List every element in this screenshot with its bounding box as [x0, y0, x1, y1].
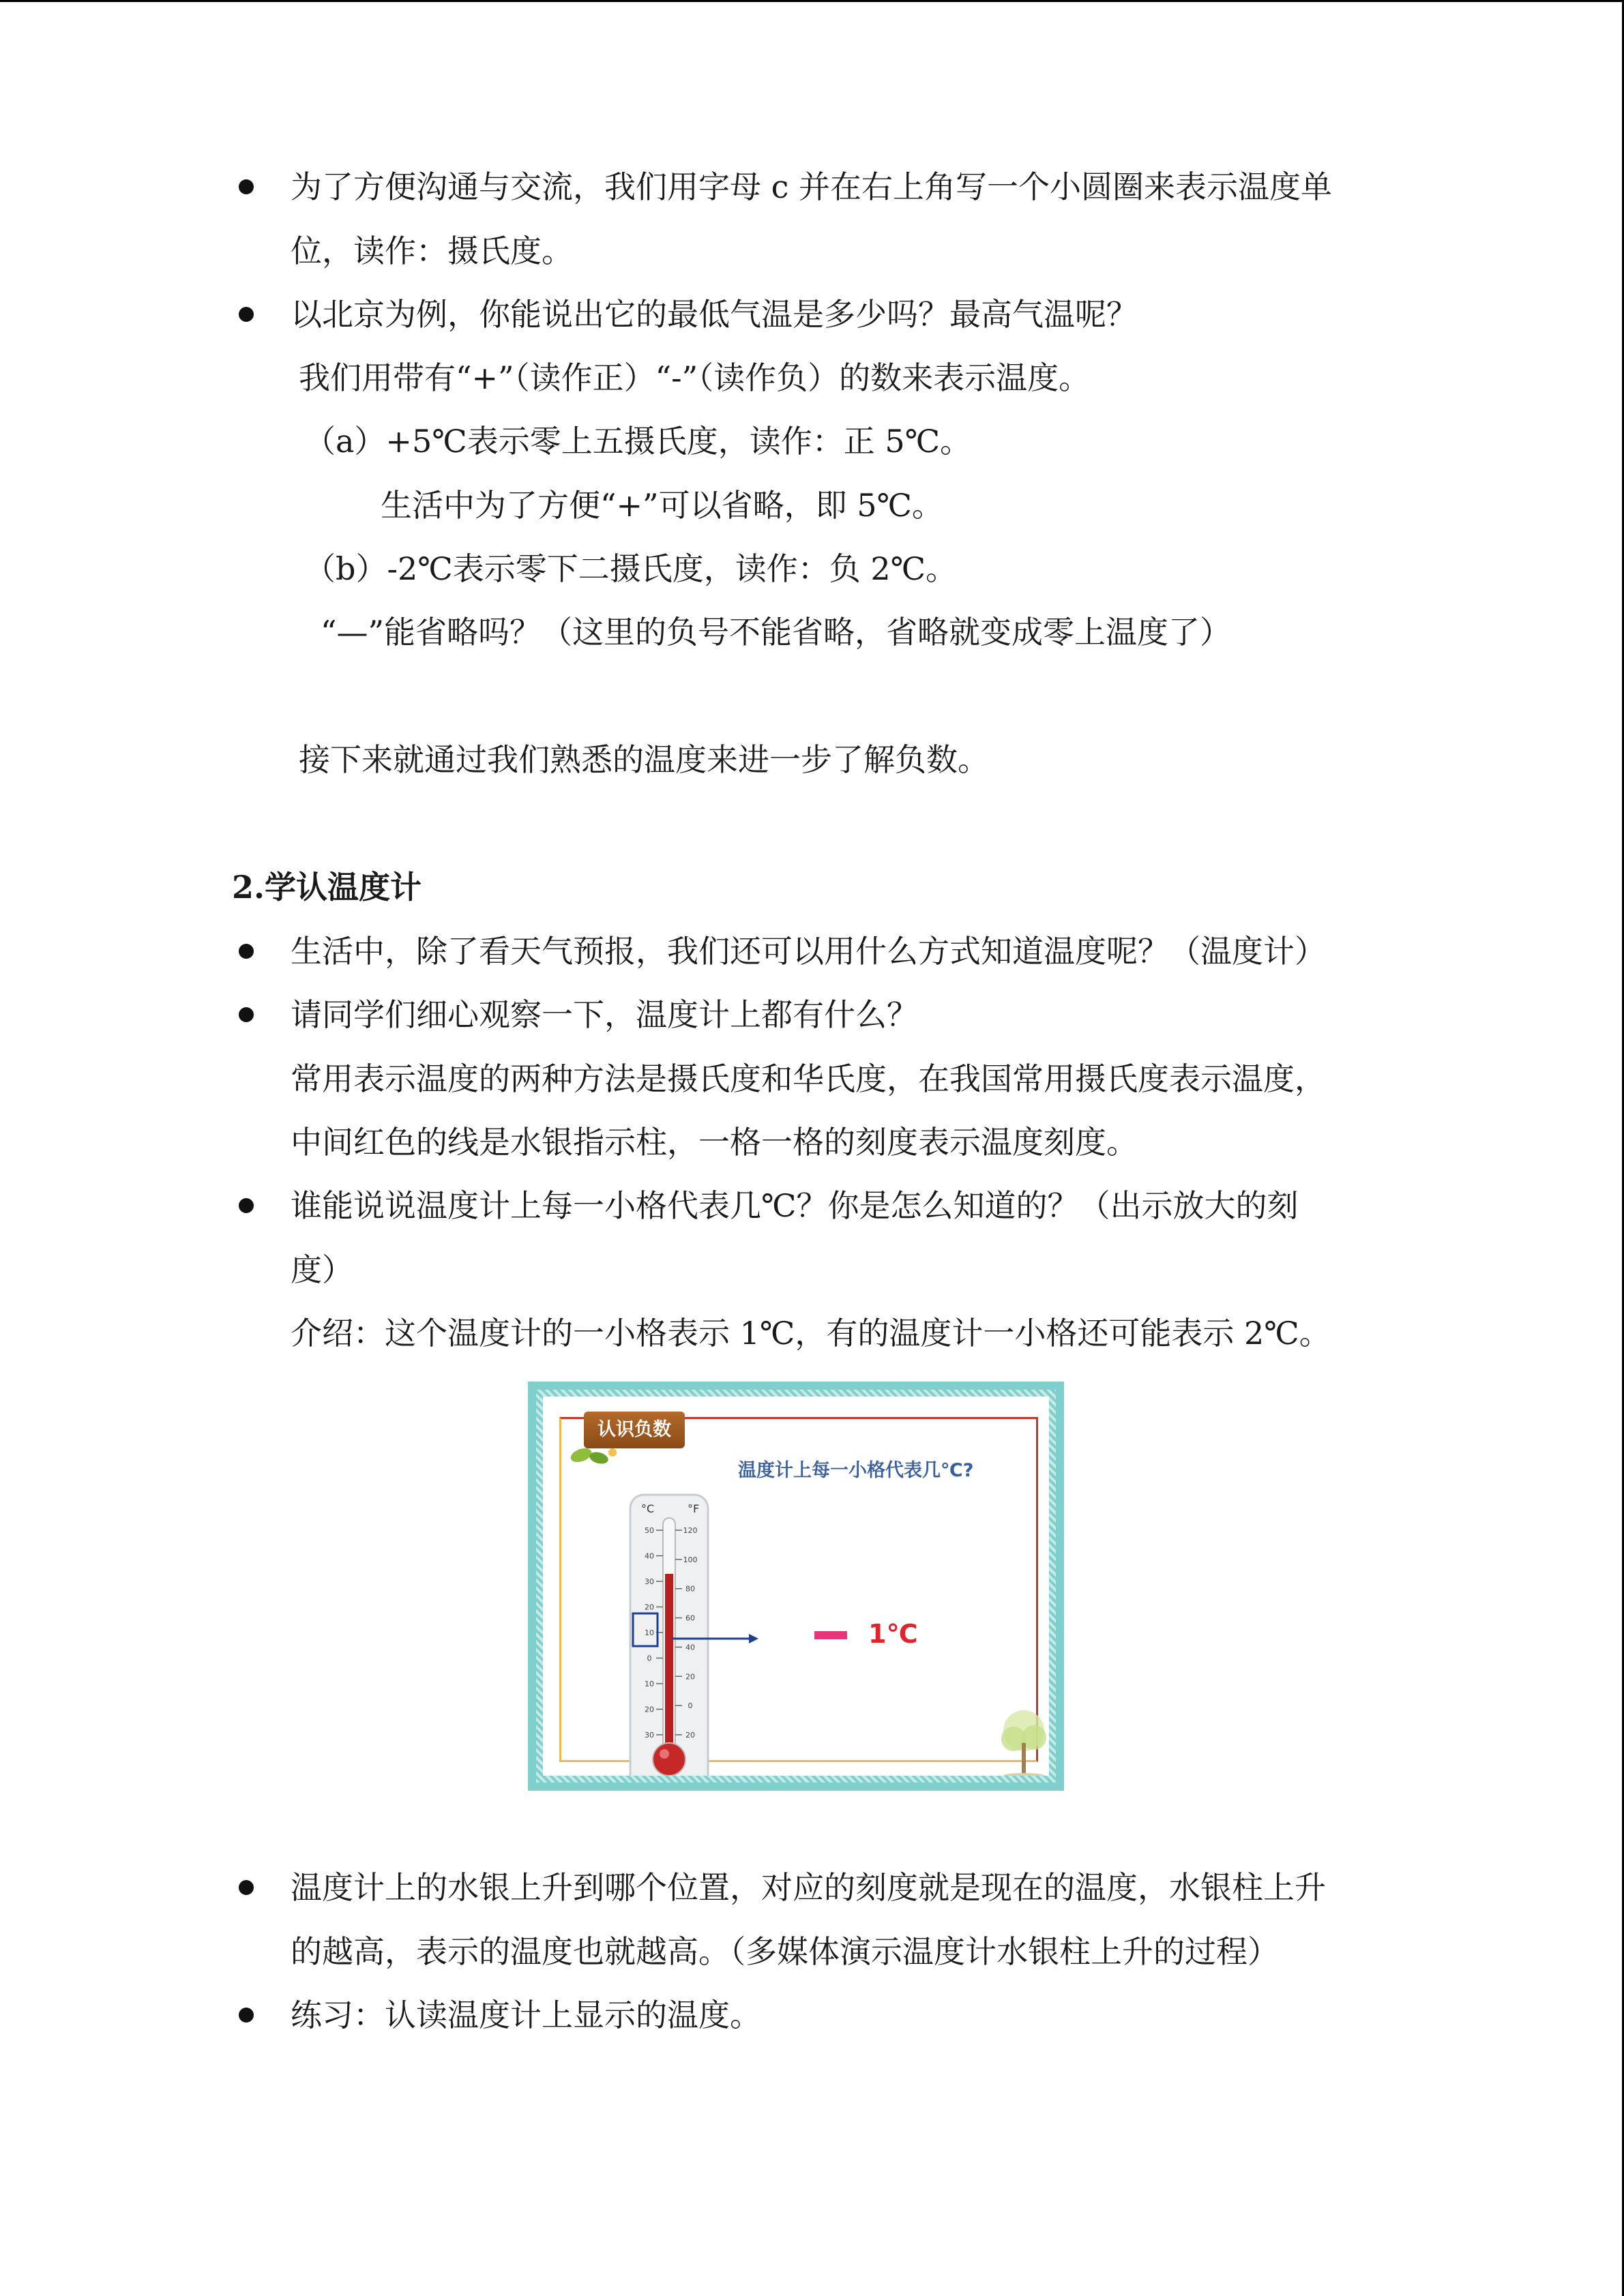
paragraph-1-line-1: 为了方便沟通与交流，我们用字母 c 并在右上角写一个小圆圈来表示温度单: [291, 168, 1333, 205]
bullet-6: [239, 1880, 254, 1895]
celsius-tick-label: 0: [647, 1654, 652, 1663]
fahrenheit-tick-label: 40: [685, 1643, 695, 1652]
fahrenheit-tick-label: 0: [688, 1701, 693, 1711]
paragraph-4: （a）+5℃表示零上五摄氏度，读作：正 5℃。: [304, 423, 972, 460]
tree-decoration-icon: [993, 1703, 1049, 1776]
celsius-tick-label: 20: [645, 1602, 654, 1612]
bullet-5: [239, 1198, 254, 1213]
fahrenheit-unit: °F: [688, 1502, 700, 1515]
paragraph-2: 以北京为例，你能说出它的最低气温是多少吗？最高气温呢？: [291, 296, 1138, 333]
paragraph-1-line-2: 位，读作：摄氏度。: [291, 233, 573, 269]
slide-answer: 1℃: [868, 1619, 918, 1649]
paragraph-6: （b）-2℃表示零下二摄氏度，读作：负 2℃。: [304, 550, 958, 587]
celsius-tick-label: 10: [645, 1680, 654, 1688]
celsius-tick-label: 30: [645, 1731, 654, 1740]
fahrenheit-tick-label: 80: [685, 1584, 695, 1594]
celsius-tick-label: 50: [645, 1526, 654, 1535]
celsius-tick-label: 40: [645, 1551, 654, 1561]
section-heading: 2.学认温度计: [232, 869, 422, 906]
paragraph-15-line-2: 的越高，表示的温度也就越高。（多媒体演示温度计水银柱上升的过程）: [291, 1933, 1279, 1970]
bullet-7: [239, 2008, 254, 2023]
slide-thermometer-image: [528, 1382, 1064, 1791]
bullet-2: [239, 307, 254, 322]
paragraph-13-line-2: 度）: [291, 1251, 353, 1288]
paragraph-7: “—”能省略吗？（这里的负号不能省略，省略就变成零上温度了）: [321, 614, 1232, 651]
paragraph-9: 生活中，除了看天气预报，我们还可以用什么方式知道温度呢？（温度计）: [291, 933, 1326, 970]
paragraph-16: 练习：认读温度计上显示的温度。: [291, 1997, 761, 2033]
bullet-4: [239, 1007, 254, 1022]
paragraph-15-line-1: 温度计上的水银上升到哪个位置，对应的刻度就是现在的温度，水银柱上升: [291, 1869, 1326, 1906]
bullet-3: [239, 944, 254, 959]
page-top-rule: [0, 0, 1624, 2]
slide-question: 温度计上每一小格代表几℃?: [738, 1460, 974, 1481]
slide-tag: 认识负数: [584, 1412, 685, 1448]
fahrenheit-tick-label: 100: [683, 1555, 698, 1564]
paragraph-10: 请同学们细心观察一下，温度计上都有什么？: [291, 996, 918, 1033]
bullet-1: [239, 179, 254, 194]
paragraph-12: 中间红色的线是水银指示柱，一格一格的刻度表示温度刻度。: [291, 1124, 1138, 1161]
arrow-icon: [673, 1628, 760, 1649]
celsius-tick-label: 10: [645, 1628, 654, 1637]
paragraph-11: 常用表示温度的两种方法是摄氏度和华氏度，在我国常用摄氏度表示温度，: [291, 1060, 1326, 1097]
paragraph-5: 生活中为了方便“+”可以省略，即 5℃。: [381, 487, 943, 524]
fahrenheit-tick-label: 60: [685, 1613, 695, 1623]
fahrenheit-tick-label: 20: [685, 1731, 695, 1740]
celsius-unit: °C: [641, 1502, 655, 1515]
paragraph-8: 接下来就通过我们熟悉的温度来进一步了解负数。: [299, 741, 989, 778]
minus-mark: [814, 1631, 847, 1639]
paragraph-14: 介绍：这个温度计的一小格表示 1℃，有的温度计一小格还可能表示 2℃。: [291, 1315, 1331, 1352]
slide-canvas: [543, 1397, 1049, 1776]
fahrenheit-tick-label: 120: [683, 1526, 698, 1535]
paragraph-13-line-1: 谁能说说温度计上每一小格代表几℃？你是怎么知道的？（出示放大的刻: [291, 1187, 1299, 1224]
fahrenheit-tick-label: 20: [685, 1672, 695, 1682]
paragraph-3: 我们用带有“+”（读作正）“-”（读作负）的数来表示温度。: [299, 359, 1091, 396]
celsius-tick-label: 30: [645, 1577, 654, 1586]
celsius-tick-label: 20: [645, 1705, 654, 1714]
